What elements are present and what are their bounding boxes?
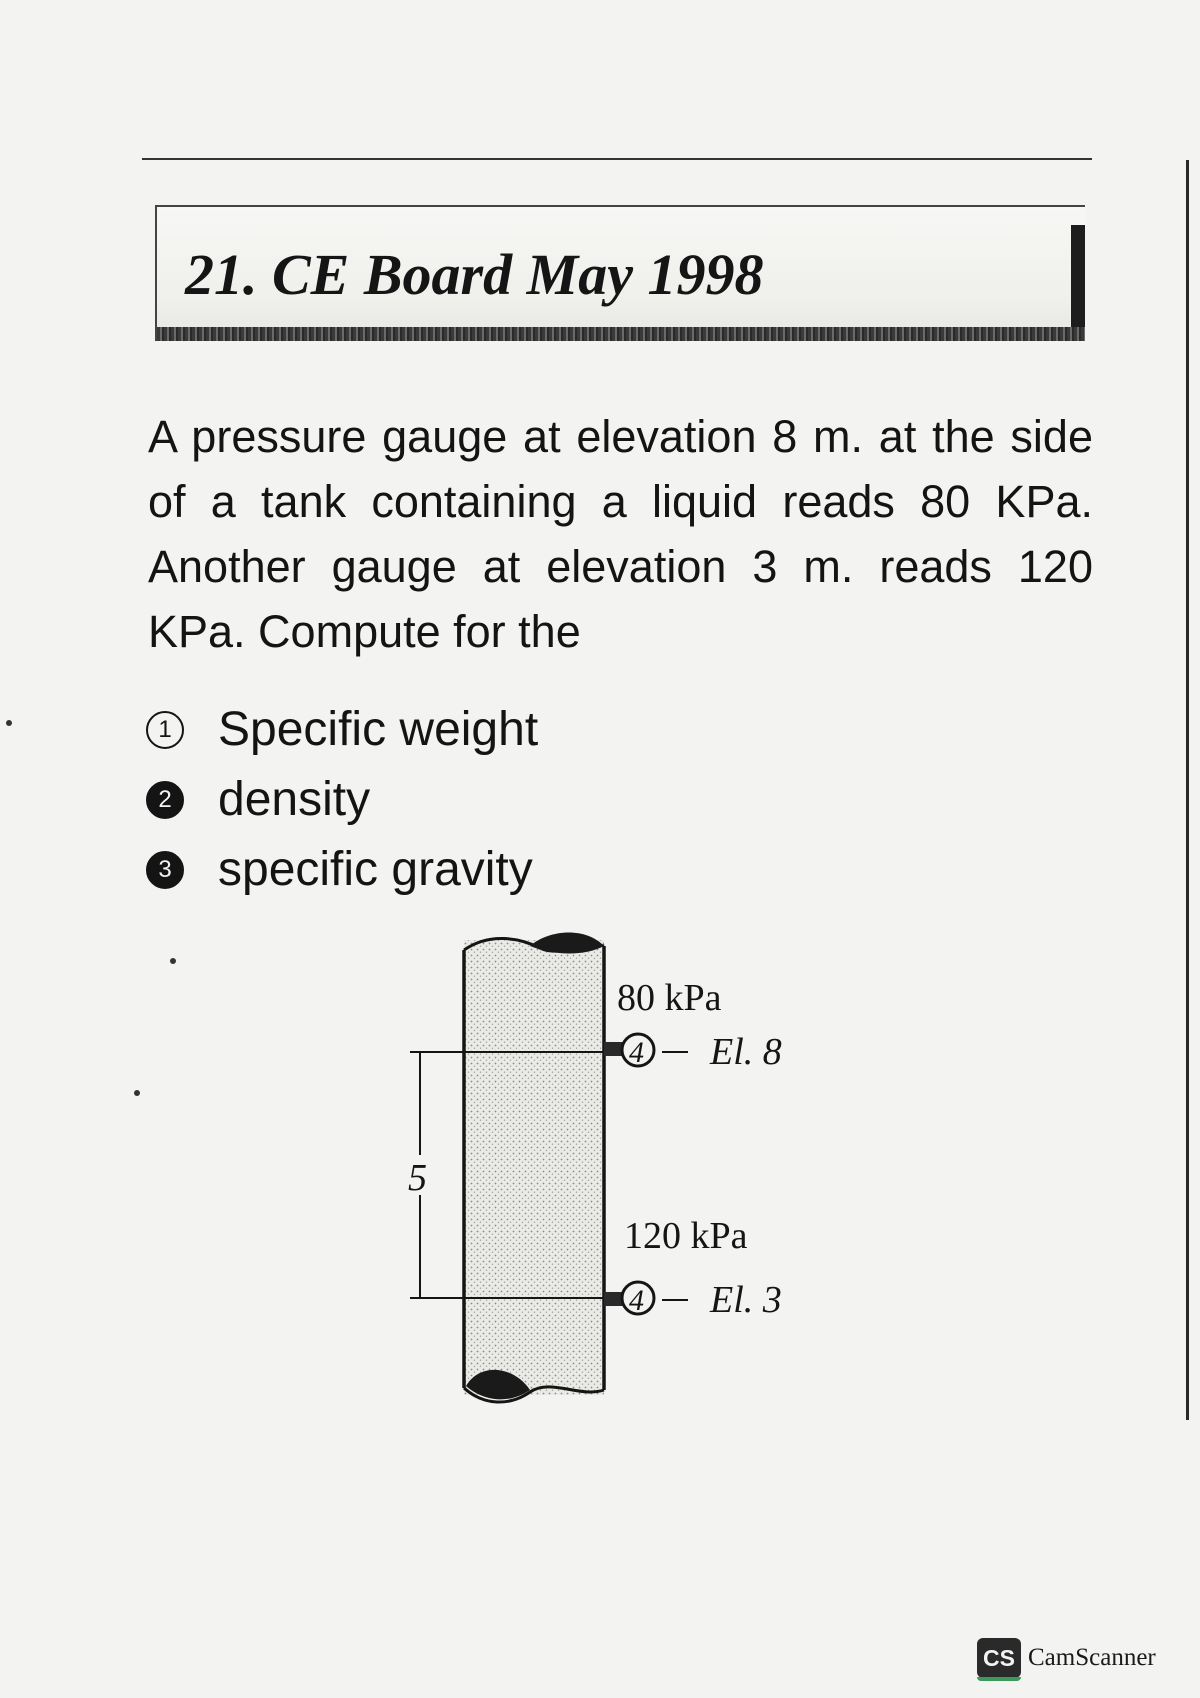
banner-shadow-right [1071,225,1085,341]
camscanner-logo-stripe [977,1677,1021,1681]
item-label: specific gravity [218,843,533,896]
top-rule [142,158,1092,160]
title-banner [155,205,1085,341]
banner-shadow-bottom [157,327,1085,341]
list-item [146,770,370,830]
problem-title: 21. CE Board May 1998 [185,242,764,307]
camscanner-watermark: CamScanner [1028,1644,1156,1671]
gauge-top-elevation: El. 8 [710,1031,782,1073]
number-marker: 2 [146,781,184,819]
list-item [146,700,538,760]
scan-speck [6,720,12,726]
scan-speck [134,1090,140,1096]
gauge-top-symbol: 4 [629,1036,644,1069]
dimension-label: 5 [408,1157,427,1199]
tank-diagram [380,930,900,1410]
camscanner-logo-icon: CS [977,1638,1021,1678]
item-label: Specific weight [218,703,539,756]
list-item [146,840,533,900]
page-edge [1186,160,1189,1420]
tank-body [464,940,604,1395]
scan-speck [170,958,176,964]
tank-diagram-svg [380,930,900,1410]
problem-statement: A pressure gauge at elevation 8 m. at the side of a tank containing a liquid reads 80 KPa. Another gauge at elevation 3 m. reads 120 KPa. Compute for the [148,411,1093,657]
gauge-top-reading: 80 kPa [617,977,722,1019]
gauge-bottom-reading: 120 kPa [624,1215,748,1257]
gauge-bottom-symbol: 4 [629,1284,644,1317]
number-marker: 3 [146,851,184,889]
item-label: density [218,773,371,826]
gauge-bottom-elevation: El. 3 [710,1279,782,1321]
number-marker: 1 [146,711,184,749]
